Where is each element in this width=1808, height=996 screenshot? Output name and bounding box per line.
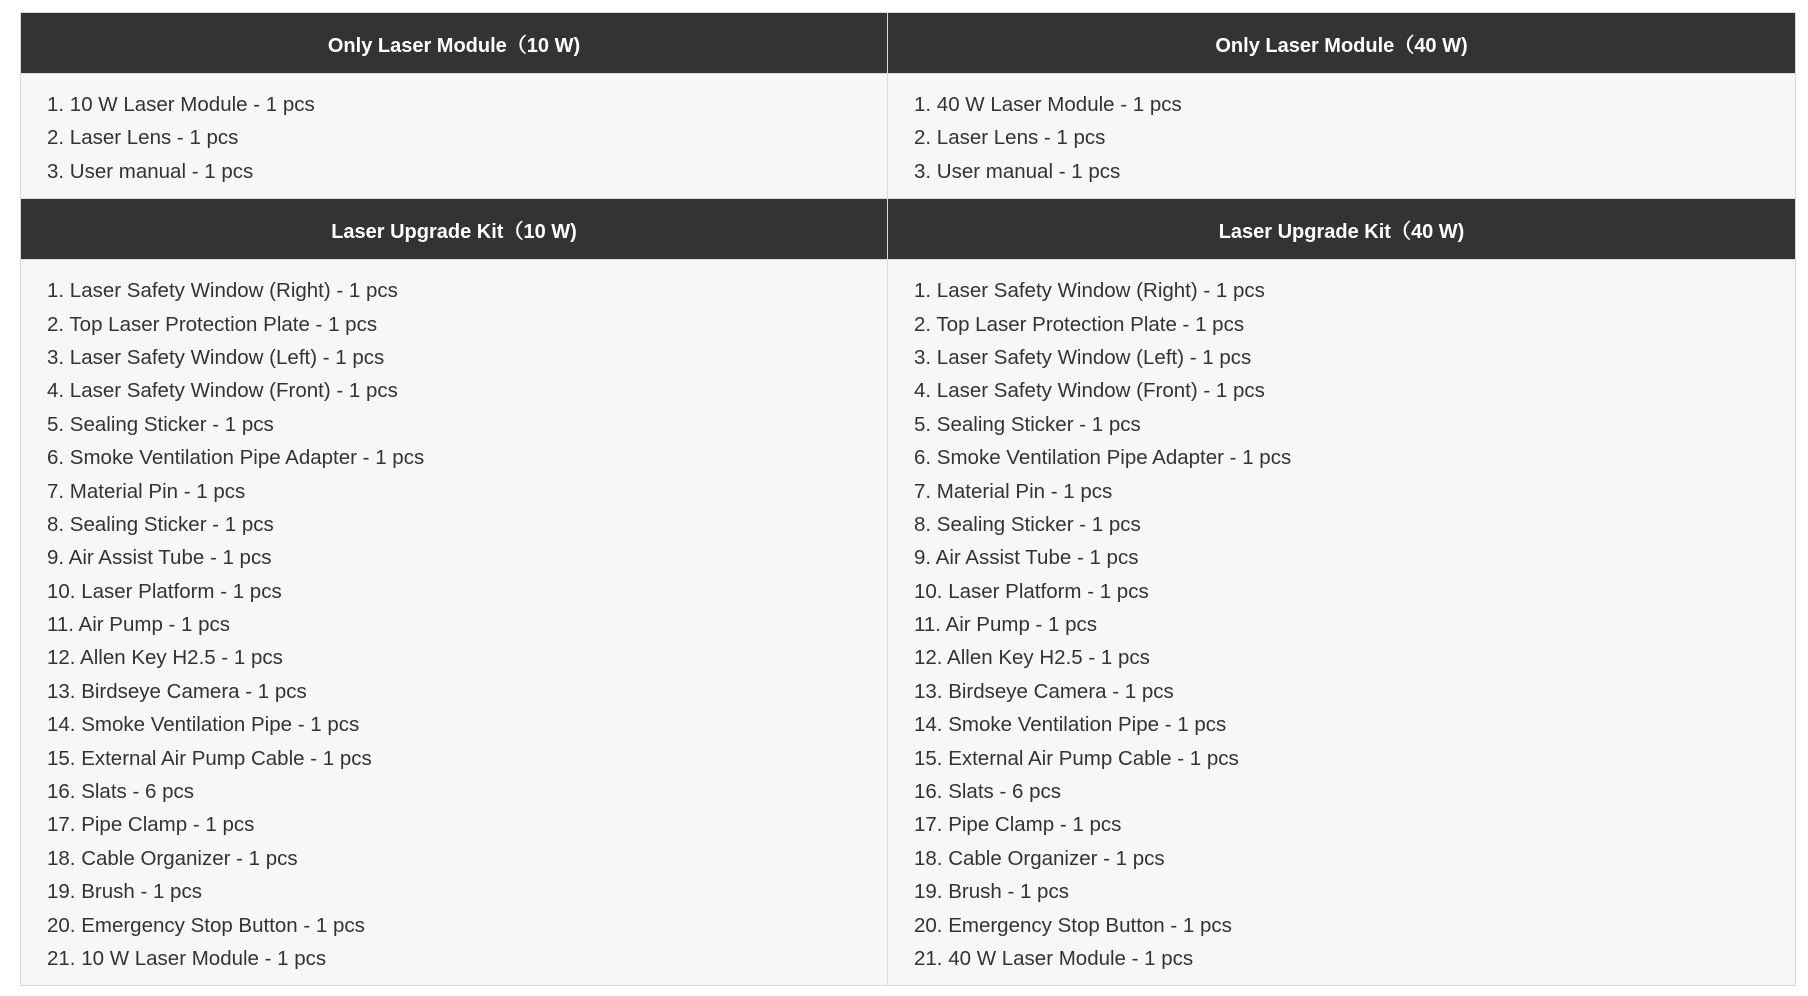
list-item: 13. Birdseye Camera - 1 pcs (914, 679, 1174, 703)
list-item: 21. 40 W Laser Module - 1 pcs (914, 946, 1194, 970)
content-cell-only-laser-module-10w (21, 74, 888, 199)
list-item: 6. Smoke Ventilation Pipe Adapter - 1 pcs (914, 446, 1292, 470)
list-item: 4. Laser Safety Window (Front) - 1 pcs (47, 379, 398, 403)
item-list (914, 274, 1795, 975)
section-header-row (21, 13, 1796, 74)
list-item: 14. Smoke Ventilation Pipe - 1 pcs (914, 713, 1227, 737)
list-item: 10. Laser Platform - 1 pcs (47, 579, 282, 603)
list-item: 3. User manual - 1 pcs (47, 159, 254, 183)
header-only-laser-module-40w: Only Laser Module（40 W) (888, 13, 1796, 74)
list-item: 9. Air Assist Tube - 1 pcs (47, 546, 272, 570)
item-list (47, 88, 887, 188)
list-item: 9. Air Assist Tube - 1 pcs (914, 546, 1139, 570)
item-list (914, 88, 1795, 188)
list-item: 16. Slats - 6 pcs (914, 780, 1061, 804)
list-item: 21. 10 W Laser Module - 1 pcs (47, 946, 327, 970)
list-item: 2. Laser Lens - 1 pcs (914, 126, 1106, 150)
content-cell-only-laser-module-40w (888, 74, 1796, 199)
list-item: 7. Material Pin - 1 pcs (47, 479, 246, 503)
list-item: 19. Brush - 1 pcs (47, 880, 202, 904)
list-item: 16. Slats - 6 pcs (47, 780, 194, 804)
list-item: 5. Sealing Sticker - 1 pcs (47, 412, 274, 436)
list-item: 8. Sealing Sticker - 1 pcs (914, 512, 1141, 536)
list-item: 10. Laser Platform - 1 pcs (914, 579, 1149, 603)
list-item: 11. Air Pump - 1 pcs (47, 613, 231, 637)
list-item: 13. Birdseye Camera - 1 pcs (47, 679, 307, 703)
list-item: 18. Cable Organizer - 1 pcs (914, 846, 1165, 870)
list-item: 3. User manual - 1 pcs (914, 159, 1121, 183)
list-item: 8. Sealing Sticker - 1 pcs (47, 512, 274, 536)
list-item: 11. Air Pump - 1 pcs (914, 613, 1098, 637)
list-item: 3. Laser Safety Window (Left) - 1 pcs (47, 345, 385, 369)
list-item: 18. Cable Organizer - 1 pcs (47, 846, 298, 870)
list-item: 12. Allen Key H2.5 - 1 pcs (914, 646, 1150, 670)
list-item: 2. Laser Lens - 1 pcs (47, 126, 239, 150)
list-item: 12. Allen Key H2.5 - 1 pcs (47, 646, 283, 670)
list-item: 1. 40 W Laser Module - 1 pcs (914, 93, 1182, 116)
content-cell-laser-upgrade-kit-10w (21, 260, 888, 986)
list-item: 1. Laser Safety Window (Right) - 1 pcs (47, 279, 398, 303)
list-item: 3. Laser Safety Window (Left) - 1 pcs (914, 345, 1252, 369)
list-item: 2. Top Laser Protection Plate - 1 pcs (914, 312, 1245, 336)
list-item: 1. 10 W Laser Module - 1 pcs (47, 93, 315, 116)
list-item: 17. Pipe Clamp - 1 pcs (47, 813, 255, 837)
package-contents-table (20, 12, 1796, 986)
list-item: 20. Emergency Stop Button - 1 pcs (914, 913, 1232, 937)
list-item: 19. Brush - 1 pcs (914, 880, 1069, 904)
content-cell-laser-upgrade-kit-40w (888, 260, 1796, 986)
section-header-row (21, 199, 1796, 260)
header-laser-upgrade-kit-40w: Laser Upgrade Kit（40 W) (888, 199, 1796, 260)
list-item: 1. Laser Safety Window (Right) - 1 pcs (914, 279, 1265, 303)
header-only-laser-module-10w: Only Laser Module（10 W) (21, 13, 888, 74)
list-item: 2. Top Laser Protection Plate - 1 pcs (47, 312, 378, 336)
section-content-row (21, 74, 1796, 199)
header-laser-upgrade-kit-10w: Laser Upgrade Kit（10 W) (21, 199, 888, 260)
list-item: 20. Emergency Stop Button - 1 pcs (47, 913, 365, 937)
list-item: 14. Smoke Ventilation Pipe - 1 pcs (47, 713, 360, 737)
list-item: 4. Laser Safety Window (Front) - 1 pcs (914, 379, 1265, 403)
list-item: 7. Material Pin - 1 pcs (914, 479, 1113, 503)
list-item: 6. Smoke Ventilation Pipe Adapter - 1 pcs (47, 446, 425, 470)
list-item: 5. Sealing Sticker - 1 pcs (914, 412, 1141, 436)
list-item: 15. External Air Pump Cable - 1 pcs (47, 746, 372, 770)
section-content-row (21, 260, 1796, 986)
list-item: 15. External Air Pump Cable - 1 pcs (914, 746, 1239, 770)
item-list (47, 274, 887, 975)
list-item: 17. Pipe Clamp - 1 pcs (914, 813, 1122, 837)
